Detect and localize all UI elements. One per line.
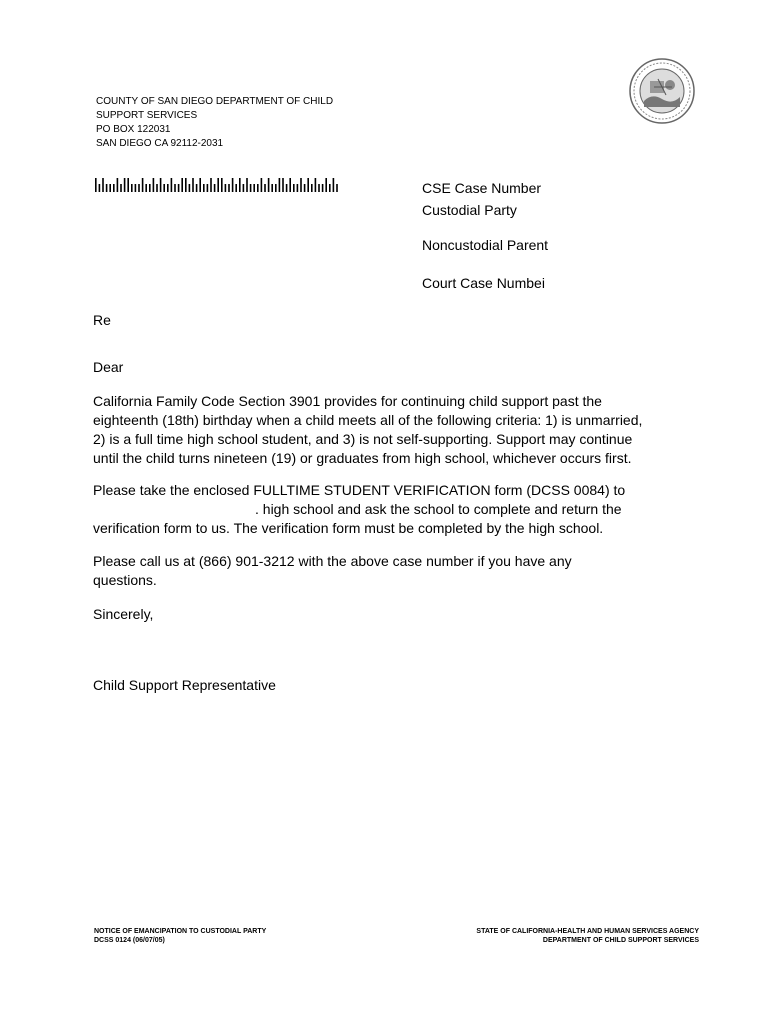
barcode-bar: [336, 184, 338, 192]
barcode-bar: [120, 184, 122, 192]
barcode-bar: [138, 184, 140, 192]
barcode-bar: [261, 178, 263, 192]
sender-line: PO BOX 122031: [96, 124, 171, 135]
barcode-bar: [318, 184, 320, 192]
barcode-bar: [192, 178, 194, 192]
paragraph-line: verification form to us. The verification form must be completed by the high school.: [93, 520, 604, 536]
barcode-bar: [113, 184, 115, 192]
barcode-bar: [329, 184, 331, 192]
paragraph-3: [93, 552, 572, 590]
paragraph-line: California Family Code Section 3901 provides for continuing child support past the: [93, 393, 602, 409]
barcode-bar: [145, 184, 147, 192]
barcode-bar: [311, 184, 313, 192]
barcode-bar: [279, 178, 281, 192]
sender-address: [96, 95, 333, 151]
barcode-bar: [221, 178, 223, 192]
paragraph-2: [93, 481, 625, 538]
noncustodial-parent-label: Noncustodial Parent: [422, 237, 549, 253]
barcode-bar: [127, 178, 129, 192]
barcode-bar: [253, 184, 255, 192]
closing: Sincerely,: [93, 606, 154, 622]
paragraph-line: Please call us at (866) 901-3212 with the above case number if you have any: [93, 553, 572, 569]
barcode-bar: [163, 184, 165, 192]
barcode-bar: [232, 178, 234, 192]
state-seal-icon: [628, 57, 696, 125]
cse-case-number-label: CSE Case Number: [422, 180, 542, 196]
barcode-bar: [131, 184, 133, 192]
barcode-bar: [264, 184, 266, 192]
barcode-bar: [307, 178, 309, 192]
barcode-bar: [304, 184, 306, 192]
sender-line: SAN DIEGO CA 92112-2031: [96, 138, 224, 149]
barcode-bar: [178, 184, 180, 192]
barcode-bar: [286, 184, 288, 192]
sender-line: COUNTY OF SAN DIEGO DEPARTMENT OF CHILD: [96, 96, 334, 107]
custodial-party-label: Custodial Party: [422, 202, 517, 218]
barcode-bar: [109, 184, 111, 192]
barcode-bar: [214, 184, 216, 192]
footer-form-id: [94, 927, 266, 945]
court-case-number-label: Court Case Numbei: [422, 275, 545, 291]
barcode-bar: [210, 178, 212, 192]
barcode-bar: [322, 184, 324, 192]
footer-agency: [440, 927, 699, 945]
paragraph-line: Please take the enclosed FULLTIME STUDENT VERIFICATION form (DCSS 0084) to: [93, 482, 626, 498]
paragraph-line: eighteenth (18th) birthday when a child meets all of the following criteria: 1) is unmarried,: [93, 412, 643, 428]
sender-line: SUPPORT SERVICES: [96, 110, 198, 121]
barcode-bar: [181, 178, 183, 192]
barcode-bar: [117, 178, 119, 192]
barcode-bar: [225, 184, 227, 192]
barcode-bar: [106, 184, 108, 192]
barcode-bar: [167, 184, 169, 192]
barcode-bar: [196, 184, 198, 192]
barcode-bar: [333, 178, 335, 192]
footer-line: STATE OF CALIFORNIA-HEALTH AND HUMAN SERVICES AGENCY: [476, 928, 699, 935]
paragraph-1: [93, 392, 642, 468]
paragraph-line: . high school and ask the school to complete and return the: [255, 501, 622, 517]
barcode-bar: [203, 184, 205, 192]
barcode-bar: [246, 178, 248, 192]
barcode-bar: [325, 178, 327, 192]
paragraph-line: 2) is a full time high school student, and 3) is not self-supporting. Support may continue: [93, 431, 633, 447]
barcode-bar: [217, 178, 219, 192]
re-line: Re: [93, 312, 111, 328]
barcode-bar: [199, 178, 201, 192]
barcode-bar: [102, 178, 104, 192]
barcode-bar: [153, 178, 155, 192]
barcode-bar: [275, 184, 277, 192]
barcode-bar: [282, 178, 284, 192]
barcode-bar: [185, 178, 187, 192]
footer-line: DEPARTMENT OF CHILD SUPPORT SERVICES: [542, 937, 699, 944]
barcode-bar: [228, 184, 230, 192]
signature: Child Support Representative: [93, 677, 276, 693]
postal-barcode: [95, 178, 340, 192]
barcode-bar: [250, 184, 252, 192]
barcode-bar: [156, 184, 158, 192]
barcode-bar: [99, 184, 101, 192]
barcode-bar: [271, 184, 273, 192]
paragraph-line: until the child turns nineteen (19) or graduates from high school, whichever occurs first.: [93, 450, 632, 466]
barcode-bar: [171, 178, 173, 192]
barcode-bar: [235, 184, 237, 192]
barcode-bar: [135, 184, 137, 192]
barcode-bar: [239, 178, 241, 192]
paragraph-line: questions.: [93, 572, 157, 588]
barcode-bar: [297, 184, 299, 192]
salutation: Dear: [93, 359, 124, 375]
barcode-bar: [293, 184, 295, 192]
footer-line: DCSS 0124 (06/07/05): [94, 937, 165, 944]
barcode-bar: [124, 178, 126, 192]
barcode-bar: [189, 184, 191, 192]
barcode-bar: [315, 178, 317, 192]
barcode-bar: [95, 178, 97, 192]
barcode-bar: [174, 184, 176, 192]
barcode-bar: [207, 184, 209, 192]
barcode-bar: [149, 184, 151, 192]
barcode-bar: [257, 184, 259, 192]
barcode-bar: [243, 184, 245, 192]
footer-line: NOTICE OF EMANCIPATION TO CUSTODIAL PARTY: [94, 928, 267, 935]
barcode-bar: [160, 178, 162, 192]
barcode-bar: [268, 178, 270, 192]
barcode-bar: [142, 178, 144, 192]
barcode-bar: [300, 178, 302, 192]
barcode-bar: [289, 178, 291, 192]
